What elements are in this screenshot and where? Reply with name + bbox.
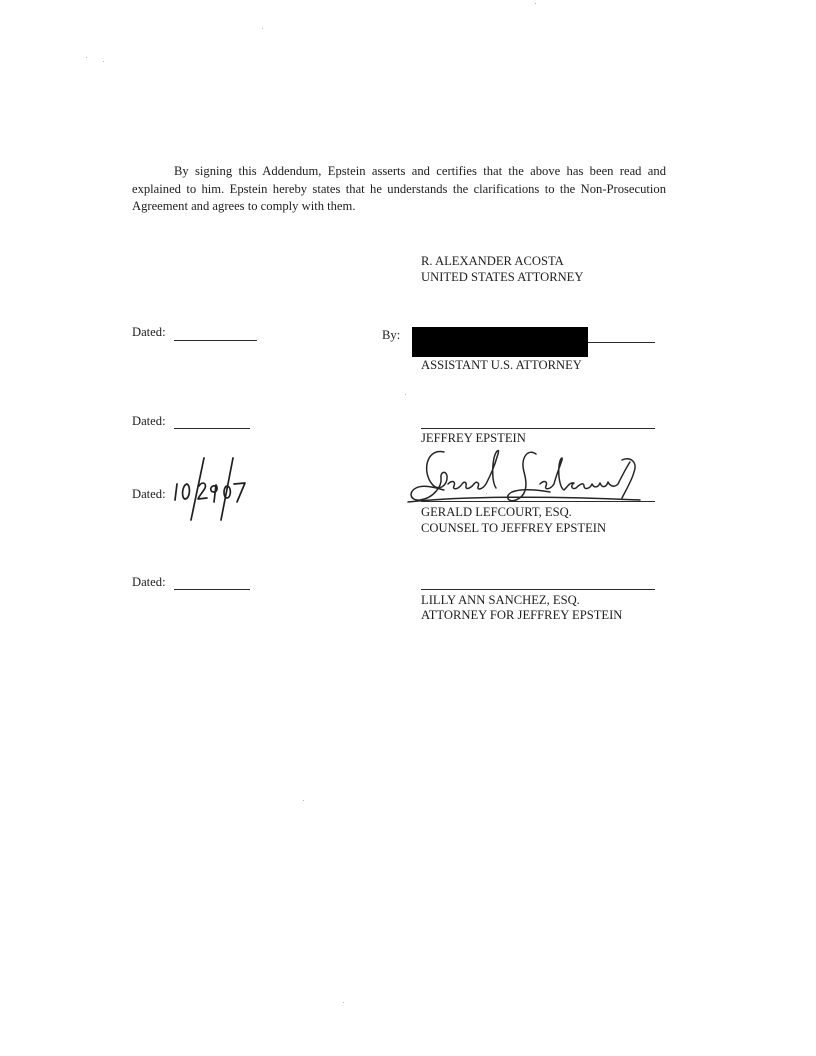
dated-label: Dated: [132, 414, 166, 428]
signature-line [421, 589, 655, 590]
scan-speck [262, 28, 263, 29]
dated-label: Dated: [132, 325, 166, 339]
signature-line [421, 428, 655, 429]
addendum-paragraph: By signing this Addendum, Epstein asserts and certifies that the above has been read and explained to him. Epstein hereby states that he understands the clarifications to the Non-Prosecution Agreement and agrees to comply with them. [132, 164, 666, 213]
sanchez-name: LILLY ANN SANCHEZ, ESQ. [421, 593, 580, 607]
scan-speck [535, 3, 536, 4]
dated-label: Dated: [132, 575, 166, 589]
by-label: By: [382, 328, 401, 342]
assistant-attorney-title: ASSISTANT U.S. ATTORNEY [421, 358, 582, 372]
dated-label: Dated: [132, 487, 166, 501]
lefcourt-title: COUNSEL TO JEFFREY EPSTEIN [421, 521, 607, 535]
lefcourt-name: GERALD LEFCOURT, ESQ. [421, 505, 572, 519]
handwritten-date [170, 452, 260, 522]
scan-speck [343, 1002, 344, 1003]
epstein-name: JEFFREY EPSTEIN [421, 431, 526, 445]
sanchez-title: ATTORNEY FOR JEFFREY EPSTEIN [421, 608, 623, 622]
date-line [174, 340, 257, 341]
scan-speck [303, 800, 304, 801]
date-line [174, 428, 250, 429]
us-attorney-title: UNITED STATES ATTORNEY [421, 270, 584, 284]
scan-speck [103, 61, 104, 62]
signature-line [421, 501, 655, 502]
signature-line [588, 342, 655, 343]
scan-speck [405, 394, 406, 395]
date-line [174, 589, 250, 590]
redaction-box [412, 327, 588, 357]
us-attorney-name: R. ALEXANDER ACOSTA [421, 254, 564, 268]
scan-speck [86, 57, 87, 58]
